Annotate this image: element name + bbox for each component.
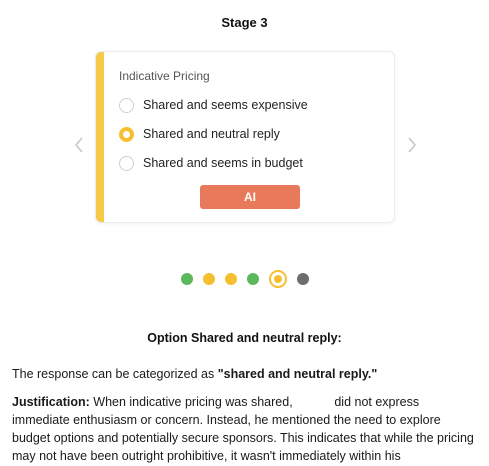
- radio-icon[interactable]: [119, 98, 134, 113]
- option-label: Shared and seems in budget: [143, 156, 303, 170]
- option-shared-in-budget[interactable]: [119, 154, 303, 172]
- carousel-dot[interactable]: [247, 273, 259, 285]
- stage-title: Stage 3: [221, 15, 268, 30]
- carousel-dot[interactable]: [297, 273, 309, 285]
- carousel-dot[interactable]: [203, 273, 215, 285]
- response-value: "shared and neutral reply.": [217, 367, 378, 381]
- option-label: Shared and seems expensive: [143, 98, 308, 112]
- justification-paragraph: [12, 393, 478, 465]
- carousel-dot-active[interactable]: [269, 270, 287, 288]
- carousel-dot[interactable]: [181, 273, 193, 285]
- chevron-left-icon[interactable]: [70, 134, 88, 156]
- question-card: [95, 51, 395, 223]
- justification-label: Justification:: [12, 395, 90, 409]
- carousel-dots: [0, 270, 489, 288]
- option-shared-expensive[interactable]: [119, 96, 308, 114]
- carousel-dot[interactable]: [225, 273, 237, 285]
- result-heading: Option Shared and neutral reply:: [147, 331, 342, 345]
- response-line: [12, 367, 482, 381]
- justification-text: When indicative pricing was shared, did not express immediate enthusiasm or concern. Instead, he mentioned the need to explore budget options and potentially secure sponsors. This indicates that while the pricing may not have been outright prohibitive, it wasn't immediately within his: [12, 395, 478, 463]
- card-accent-bar: [96, 52, 104, 222]
- question-label: Indicative Pricing: [119, 69, 210, 83]
- chevron-right-icon[interactable]: [403, 134, 421, 156]
- response-prefix: The response can be categorized as: [12, 367, 218, 381]
- radio-checked-icon[interactable]: [119, 127, 134, 142]
- option-shared-neutral[interactable]: [119, 125, 280, 143]
- option-label: Shared and neutral reply: [143, 127, 280, 141]
- radio-icon[interactable]: [119, 156, 134, 171]
- ai-button[interactable]: AI: [200, 185, 300, 209]
